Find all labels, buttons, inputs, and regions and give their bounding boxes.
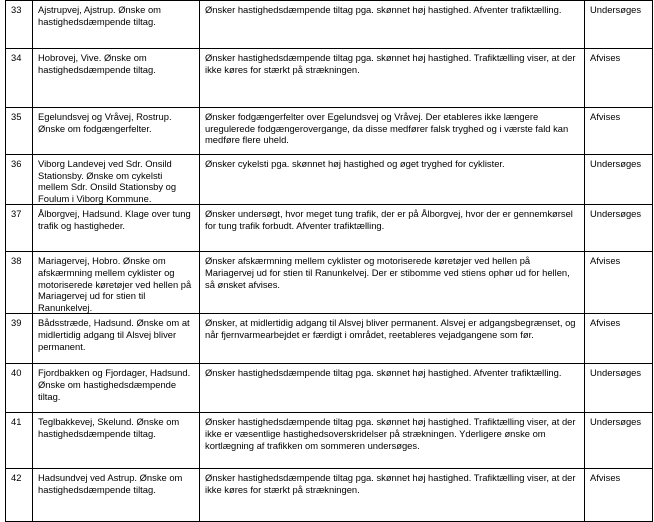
row-number: 41 [6,413,33,469]
status-cell: Afvises [585,469,653,522]
status-cell: Afvises [585,49,653,108]
row-number: 42 [6,469,33,522]
description-cell: Ønsker hastighedsdæmpende tiltag pga. skønnet høj hastighed. Trafiktælling viser, at der ikke køres for stærkt på strækningen. [200,469,585,522]
table-row [6,469,653,522]
table-row [6,205,653,252]
status-cell: Undersøges [585,1,653,49]
row-number: 34 [6,49,33,108]
status-cell: Afvises [585,108,653,155]
location-cell: Fjordbakken og Fjordager, Hadsund. Ønske om hastighedsdæmpende tiltag. [33,364,200,413]
location-cell: Ajstrupvej, Ajstrup. Ønske om hastighedsdæmpende tiltag. [33,1,200,49]
description-cell: Ønsker fodgængerfelter over Egelundsvej og Vråvej. Der etableres ikke længere uregulerede fodgængerovergange, da disse medfører falsk tryghed og i værste fald kan medføre flere uheld. [200,108,585,155]
row-number: 33 [6,1,33,49]
status-cell: Afvises [585,314,653,364]
location-cell: Mariagervej, Hobro. Ønske om afskærmning mellem cyklister og motoriserede køretøjer ved hellen på Mariagervej ud for stien til Ranunkelvej. [33,252,200,314]
location-cell: Hobrovej, Vive. Ønske om hastighedsdæmpende tiltag. [33,49,200,108]
table-row [6,314,653,364]
requests-table [5,0,653,522]
table-row [6,1,653,49]
row-number: 40 [6,364,33,413]
location-cell: Viborg Landevej ved Sdr. Onsild Stationsby. Ønske om cykelsti mellem Sdr. Onsild Stationsby og Foulum i Viborg Kommune. [33,155,200,205]
status-cell: Undersøges [585,413,653,469]
location-cell: Teglbakkevej, Skelund. Ønske om hastighedsdæmpende tiltag. [33,413,200,469]
description-cell: Ønsker hastighedsdæmpende tiltag pga. skønnet høj hastighed. Trafiktælling viser, at der ikke køres for stærkt på strækningen. [200,49,585,108]
row-number: 39 [6,314,33,364]
row-number: 35 [6,108,33,155]
table-row [6,49,653,108]
status-cell: Undersøges [585,364,653,413]
table-row [6,252,653,314]
row-number: 36 [6,155,33,205]
table-row [6,155,653,205]
status-cell: Undersøges [585,205,653,252]
description-cell: Ønsker, at midlertidig adgang til Alsvej bliver permanent. Alsvej er adgangsbegrænset, og når fjernvarmearbejdet er færdigt i området, reetableres vejadgangene som før. [200,314,585,364]
description-cell: Ønsker cykelsti pga. skønnet høj hastighed og øget tryghed for cyklister. [200,155,585,205]
location-cell: Bådsstræde, Hadsund. Ønske om at midlertidig adgang til Alsvej bliver permanent. [33,314,200,364]
row-number: 37 [6,205,33,252]
location-cell: Hadsundvej ved Astrup. Ønske om hastighedsdæmpende tiltag. [33,469,200,522]
description-cell: Ønsker hastighedsdæmpende tiltag pga. skønnet høj hastighed. Afventer trafiktælling. [200,1,585,49]
row-number: 38 [6,252,33,314]
status-cell: Afvises [585,252,653,314]
table-row [6,413,653,469]
table-row [6,108,653,155]
description-cell: Ønsker afskærmning mellem cyklister og motoriserede køretøjer ved hellen på Mariagervej ud for stien til Ranunkelvej. Der er stibomme ved stiens ophør ud for hellen, så ønsket afvises. [200,252,585,314]
description-cell: Ønsker hastighedsdæmpende tiltag pga. skønnet høj hastighed. Afventer trafiktælling. [200,364,585,413]
table-row [6,364,653,413]
location-cell: Egelundsvej og Vråvej, Rostrup. Ønske om fodgængerfelter. [33,108,200,155]
description-cell: Ønsker hastighedsdæmpende tiltag pga. skønnet høj hastighed. Trafiktælling viser, at der ikke er væsentlige hastighedsoverskridelser på strækningen. Yderligere ønske om kortlægning af trafikken om sommeren undersøges. [200,413,585,469]
status-cell: Undersøges [585,155,653,205]
description-cell: Ønsker undersøgt, hvor meget tung trafik, der er på Ålborgvej, hvor der er gennemkørsel for tung trafik forbudt. Afventer trafiktælling. [200,205,585,252]
location-cell: Ålborgvej, Hadsund. Klage over tung trafik og hastigheder. [33,205,200,252]
